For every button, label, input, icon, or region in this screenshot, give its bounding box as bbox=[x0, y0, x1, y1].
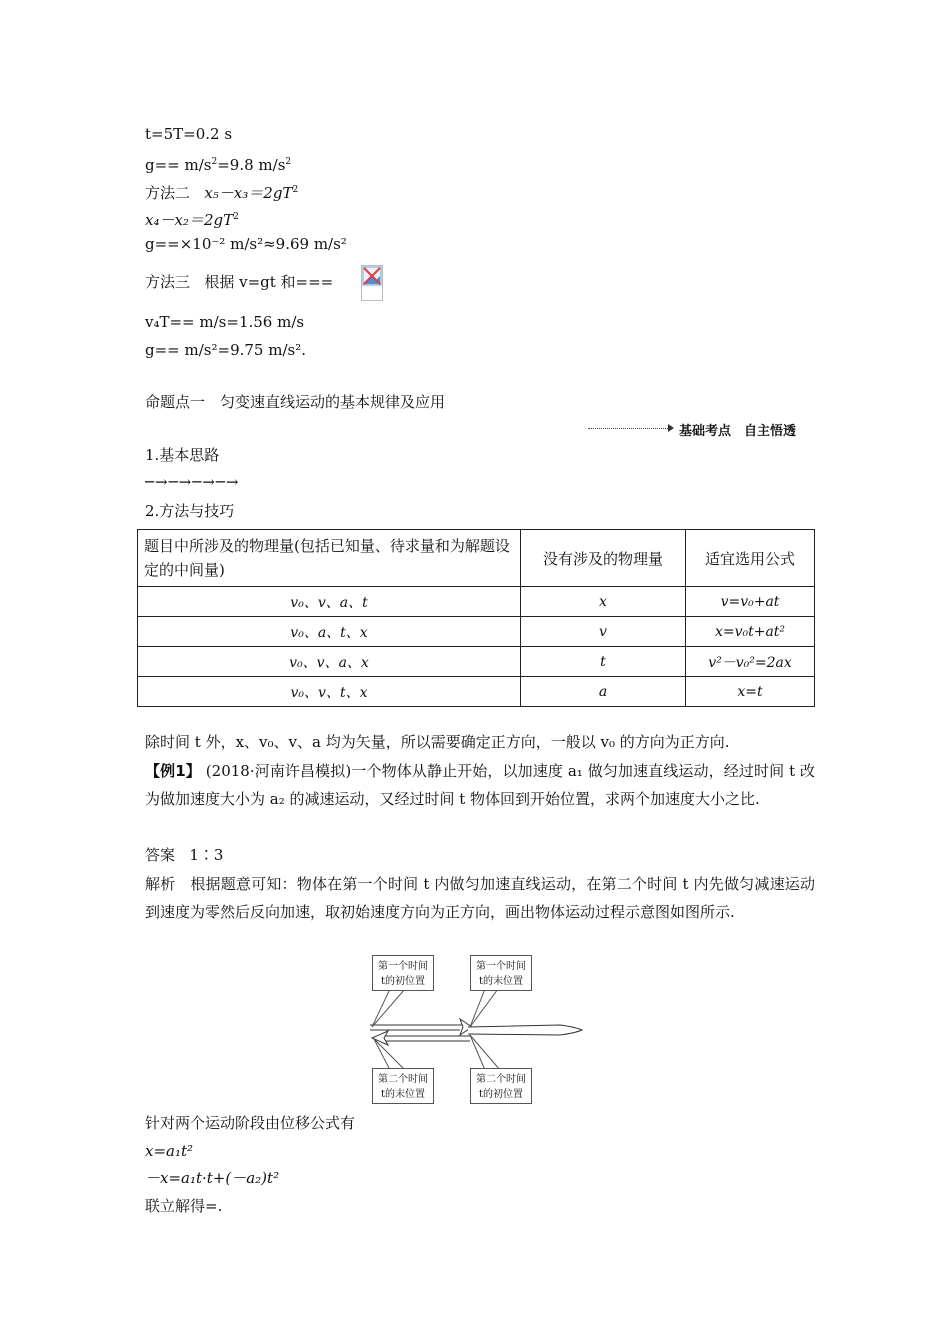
solution-eq2: －x=a₁t·t+(－a₂)t² bbox=[145, 1169, 280, 1187]
g-equation-one-b: =9.8 m/s bbox=[217, 156, 286, 174]
box-first-end-line2: t的末位置 bbox=[478, 976, 524, 987]
table-header-row bbox=[138, 530, 815, 587]
pointer-br bbox=[470, 1035, 485, 1070]
table-row bbox=[138, 617, 815, 647]
idea-arrows: ─→─→─→─→ bbox=[145, 473, 240, 491]
method-two-eq2-line: $x_4-x_2=2gT^2$ bbox=[145, 211, 239, 229]
image-placeholder-icon bbox=[362, 266, 382, 286]
table-cell: t bbox=[521, 647, 686, 677]
method-two-eq1: x₅－x₃＝2gT bbox=[204, 184, 293, 202]
box-second-start-line2: t的初位置 bbox=[478, 1089, 524, 1100]
box-first-start-line2: t的初位置 bbox=[380, 976, 426, 987]
broken-image-icon bbox=[361, 265, 383, 301]
solution-intro: 针对两个运动阶段由位移公式有 bbox=[145, 1114, 356, 1132]
table-cell: v bbox=[521, 617, 686, 647]
section-tag-text: 基础考点 自主悟透 bbox=[679, 424, 797, 439]
example-block bbox=[145, 757, 815, 813]
g-equation-one: $g== m/s^2=9.8$ $m/s^2$ bbox=[145, 156, 292, 174]
table-cell: x=t bbox=[686, 677, 815, 707]
vector-note: 除时间 t 外，x、v₀、v、a 均为矢量，所以需要确定正方向，一般以 v₀ 的方向为正方向. bbox=[145, 733, 730, 751]
box-second-end bbox=[372, 1068, 434, 1104]
box-first-start bbox=[372, 955, 434, 991]
box-first-end bbox=[470, 955, 532, 991]
motion-diagram bbox=[360, 955, 590, 1107]
g-equation-one-a: g== m/s bbox=[145, 156, 212, 174]
backward-arrow-head bbox=[372, 1031, 388, 1045]
method-two-line: 方法二 $x_5-x_3=2gT^2$ bbox=[145, 184, 299, 202]
answer-line bbox=[145, 845, 223, 865]
section-title: 命题点一 匀变速直线运动的基本规律及应用 bbox=[145, 393, 446, 411]
method-three-g: g== m/s²=9.75 m/s². bbox=[145, 341, 306, 359]
table-cell: v₀、v、t、x bbox=[138, 677, 521, 707]
box-second-end-line2: t的末位置 bbox=[380, 1089, 426, 1100]
table-cell: x=v₀t+at² bbox=[686, 617, 815, 647]
example-text: (2018·河南许昌模拟)一个物体从静止开始，以加速度 a₁ 做匀加速直线运动，经过时间 t 改为做加速度大小为 a₂ 的减速运动，又经过时间 t 物体回到开始位置，求两个加速度大小之比. bbox=[145, 762, 815, 808]
analysis-label: 解析 bbox=[145, 875, 176, 893]
answer-value: 1∶3 bbox=[189, 846, 224, 864]
table-header-quantities: 题目中所涉及的物理量(包括已知量、待求量和为解题设定的中间量) bbox=[138, 530, 521, 587]
pointer-tr bbox=[470, 989, 485, 1027]
table-header-missing: 没有涉及的物理量 bbox=[521, 530, 686, 587]
v4t-equation: v₄T== m/s=1.56 m/s bbox=[145, 313, 305, 331]
long-arrow-tip bbox=[468, 1025, 582, 1035]
t-equation: t=5T=0.2 s bbox=[145, 125, 233, 143]
method-two-g: g==×10⁻² m/s²≈9.69 m/s² bbox=[145, 235, 347, 253]
box-second-end-line1: 第二个时间 bbox=[378, 1074, 428, 1085]
method-two-eq2: x₄－x₂＝2gT bbox=[145, 211, 234, 229]
tips-heading: 2.方法与技巧 bbox=[145, 502, 235, 520]
method-three-line bbox=[145, 272, 333, 292]
pointer-bl-2 bbox=[374, 1039, 405, 1070]
box-first-start-line1: 第一个时间 bbox=[378, 961, 428, 972]
table-cell: x bbox=[521, 587, 686, 617]
table-cell: a bbox=[521, 677, 686, 707]
pointer-tl-2 bbox=[372, 989, 405, 1027]
table-cell: v=v₀+at bbox=[686, 587, 815, 617]
table-cell: v₀、a、t、x bbox=[138, 617, 521, 647]
table-cell: v₀、v、a、t bbox=[138, 587, 521, 617]
table-row bbox=[138, 587, 815, 617]
table-row bbox=[138, 677, 815, 707]
analysis-block bbox=[145, 870, 815, 926]
solution-conclusion: 联立解得=. bbox=[145, 1197, 223, 1215]
box-first-end-line1: 第一个时间 bbox=[476, 961, 526, 972]
method-three-label: 方法三 bbox=[145, 273, 191, 291]
table-cell: v₀、v、a、x bbox=[138, 647, 521, 677]
leader-arrow-icon bbox=[668, 424, 674, 432]
idea-heading: 1.基本思路 bbox=[145, 446, 220, 464]
formula-table bbox=[137, 529, 815, 707]
analysis-text: 根据题意可知：物体在第一个时间 t 内做匀加速直线运动，在第二个时间 t 内先做匀减速运动到速度为零然后反向加速，取初始速度方向为正方向，画出物体运动过程示意图如图所示. bbox=[145, 875, 815, 921]
pointer-br-2 bbox=[470, 1035, 500, 1070]
section-tag bbox=[588, 420, 808, 438]
table-cell: v²－v₀²=2ax bbox=[686, 647, 815, 677]
example-label: 【例1】 bbox=[145, 762, 201, 780]
dotted-leader bbox=[588, 428, 670, 429]
pointer-tl bbox=[372, 989, 390, 1027]
box-second-start-line1: 第二个时间 bbox=[476, 1074, 526, 1085]
box-second-start bbox=[470, 1068, 532, 1104]
table-row bbox=[138, 647, 815, 677]
method-three-text: 根据 v=gt 和=== bbox=[204, 273, 334, 291]
pointer-tr-2 bbox=[470, 989, 498, 1027]
solution-eq1: x=a₁t² bbox=[145, 1142, 194, 1160]
table-header-formula: 适宜选用公式 bbox=[686, 530, 815, 587]
method-two-label: 方法二 bbox=[145, 184, 191, 202]
answer-label: 答案 bbox=[145, 846, 176, 864]
